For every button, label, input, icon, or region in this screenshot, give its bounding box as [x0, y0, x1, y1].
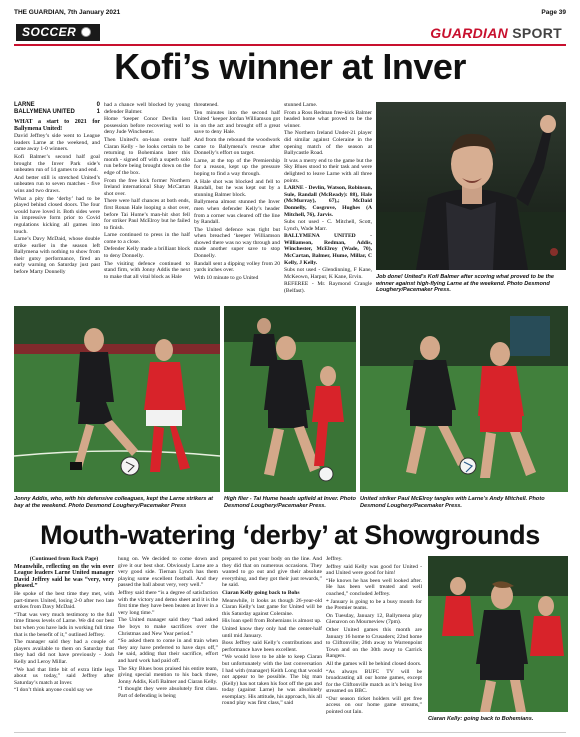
photo-paul-mcelroy — [360, 306, 568, 492]
photo-ciaran-kelly — [428, 556, 568, 712]
page-header — [14, 6, 566, 18]
photo-tai-hume-illustration — [224, 306, 356, 492]
caption-ciaran-kelly: Ciaran Kelly: going back to Bohemians. — [428, 716, 534, 722]
article-column-4: stunned Larne. From a Ross Redman free-kick Balmer headed home what proved to be the winner. The Northern Ireland Under-21 player did similar against Coleraine in the opening match of the season at Ballycastle Road. It was a merry end to the game but the Sky Blues stood to their task and were delighted to leave Larne with all three points. LARNE - Devlin, Watson, Robinson, Sule, Randall (McReady): 88), Hale (McMurray), 67),; McDaid Donnelly, Cosgrove, Hughes (A Mitchell, 76), Jarvis. Subs not used - C. Mitchell, Scott, Lynch, Wade Marr. BALLYMENA UNITED - Williamson, Redman, Addis, Winchester, McElroy (Wade, 70), McCartan, Balmer, Hume, Millar, C Kelly, J Kelly. Subs not used - Glendinning, F Kane, McKeown, Harpur, K Kane, Ervin. REFEREE - Mr. Raymond Crangle (Belfast). — [284, 102, 372, 295]
photo-tai-hume — [224, 306, 356, 492]
photo-kofi-balmer-illustration — [376, 102, 566, 270]
caption-tai-hume: High flier - Tai Hume heads upfield at Inver. Photo Desmond Loughery/Pacemaker Press. — [224, 496, 356, 509]
main-headline: Kofi’s winner at Inver — [114, 46, 466, 87]
secondary-headline: Mouth-watering ‘derby’ at Showgrounds — [40, 520, 540, 550]
photo-kofi-balmer-celebrating — [376, 102, 566, 270]
publication-date: THE GUARDIAN, 7th January 2021 — [14, 8, 121, 16]
article2-column-3: prepared to put your body on the line. And they did that on numerous occasions. They wanted to go out and give their absolute everything, and they got their just rewards,” he said. Ciaran Kelly going back to Bohs Meanwhile, it looks as though 26-year-old Ciaran Kelly’s last game for United will be this Saturday against Coleraine. His loan spell from Bohemians is almost up. United know they only had the center-half until mid January. Boss Jeffrey said Kelly’s contributions and performance have been excellent. “We would love to be able to keep Ciaran but unfortunately with the last conversation I had with (manager) Keith Long that would not appear to be possible. The big man (Kelly) has not taken his foot off the gas and today (against Larne) he was absolutely exemplary. His attitude, his approach, his all round play was first class,” said — [222, 556, 322, 707]
article2-column-1: (Continued from Back Page) Meanwhile, reflecting on the win over League leaders Larne United manager David Jeffrey said he was “very, very pleased.” He spoke of the best time they met, with part-timers United, losing 2-0 after two late strikes from Davy McDaid. “That was very much testimony to the full time fitness levels of Larne. We did our best but when you have lads in working full time that is the benefit of it,” outlined Jeffrey. The manager said they had a couple of players available to them on Saturday that they had did not have previously - Josh Kelly and Leroy Millar. “We had that little bit of extra little legs about us today,” said Jeffrey after Saturday’s match at Inver. “I don’t think anyone could say we — [14, 556, 114, 694]
article-column-2: had a chance well blocked by young defender Balmer. Home ‘keeper Conor Devlin lost possession before recovering well to deny Jude Winchester. Then United’s on-loan centre half Ciaran Kelly - he looks certain to be returning to Bohemians later this month - signed off with a superb solo run before being brought down on the edge of the box. From the free kick former Northern Ireland international Shay McCartan shot over. There were half chances at both ends, first Ronan Hale looping a shot over, before Tai Hume’s man-hit shot fell for striker Paul McElroy but he failed to finish. Larne continued to press in the half come to a close. Defender Kelly made a brilliant block to deny Donnelly. The visiting defence continued to stand firm, with Jonny Addis the next to make that all vital block as Hale — [104, 102, 190, 280]
soccer-section-label: SOCCER — [16, 24, 100, 41]
article2-column-4: Jeffrey. Jeffrey said Kelly was good for United - and United were good for him! “He knows he has been well looked after. He has been well treated and well coached,” concluded Jeffrey. * January is going to be a busy month for the Premier teams. On Tuesday, January 12, Ballymena play Glenavon on Mourneview (7pm). Other United games this month are January 16 home to Crusaders; 22nd home to Cliftonville; 26th away to Warrenpoint Town and on the 30th away to Carrick Rangers. All the games will be behind closed doors. “As always BUFC TV will be broadcasting all our home games, except for the Cliftonville match as it’s being live streamed on BBC. “Our season ticket holders will get free access on our home game streams,” pointed out Iain. — [326, 556, 422, 716]
page-number: Page 39 — [541, 8, 566, 16]
page-bottom-rule — [14, 732, 566, 733]
photo-jonny-addis-illustration — [14, 306, 220, 492]
caption-paul-mcelroy: United striker Paul McElroy tangles with Larne’s Andy Mitchell. Photo Desmond Loughery/Pacemaker Press. — [360, 496, 545, 509]
guardian-sport-logo: GUARDIAN SPORT — [430, 25, 562, 41]
photo-jonny-addis — [14, 306, 220, 492]
football-icon — [81, 27, 91, 37]
article-column-3: threatened. Ten minutes into the second half United ‘keeper Jordan Williamson got in on the act and brought off a great save to deny Hale. And from the rebound the woodwork came to Ballymena’s rescue after Donnelly’s effort on target. Larne, at the top of the Premiership for a reason, kept up the pressure hoping to find a way through. A Hale shot was blocked and fell to Randall, but he was kept out by a stunning Balmer block. Ballymena almost stunned the Inver men when defender Kelly’s header from a corner was cleared off the line by Randall. The United defence was tight but when breached ‘keeper Williamson showed there was no way through and made another super save to stop Donnelly. Randall sent a dipping volley from 20 yards inches over. With 10 minute to go United — [194, 102, 280, 281]
photo-paul-mcelroy-illustration — [360, 306, 568, 492]
caption-kofi-balmer: Job done! United’s Kofi Balmer after scoring what proved to be the winner against high-flying Larne at the weekend. Photo Desmond Loughery/Pacemaker Press. — [376, 274, 554, 294]
photo-ciaran-kelly-illustration — [428, 556, 568, 712]
article2-column-2: hung on. We decided to come down and give it our best shot. Obviously Larne are a very good side. Tiernan Lynch has them playing some excellent football. And they passed the ball about very, very well.” Jeffrey said there “is a degree of satisfaction with the victory and demo sheet and it is the first time they have been beaten at Inver in a very long time.” The United manager said they “had asked the boys to make sacrifices over the Christmas and New Year period.” “So asked them to come in and train when they any have preferred to have days off,” he said, adding that their sacrifice, effort and hard work had paid off. The Sky Blues boss praised his entire team, giving special mention to his back three, Jonny Addis, Kofi Balmer and Ciaran Kelly. “I thought they were absolutely first class. Part of defending is being — [118, 556, 218, 699]
score-line-home: LARNE 0 — [14, 102, 100, 108]
caption-jonny-addis: Jonny Addis, who, with his defensive colleagues, kept the Larne strikers at bay at the weekend. Photo Desmond Loughery/Pacemaker Press — [14, 496, 214, 509]
article-column-1: LARNE 0 BALLYMENA UNITED 1 WHAT a start to 2021 for Ballymena United! David Jeffrey’s side went to League leaders Larne at the weekend, and came away 1-0 winners. Kofi Balmer’s second half goal brought the Inver Park side’s unbeaten run of 14 games to and end. And better still is stretched United’s unbeaten run to seven matches - five wins and two draws. What a pity the ‘derby’ had to be played behind closed doors. The four would have loved it. Both sides were in impressive form prior to Covid regulations kicking all games into touch. Larne’s Davy McDaid, whose double strike earlier in the season left Ballymena with nothing to show from their gutsy performance, fired an early warning on Saturday just past before Marty Donnelly — [14, 102, 100, 276]
score-line-away: BALLYMENA UNITED 1 — [14, 109, 100, 115]
